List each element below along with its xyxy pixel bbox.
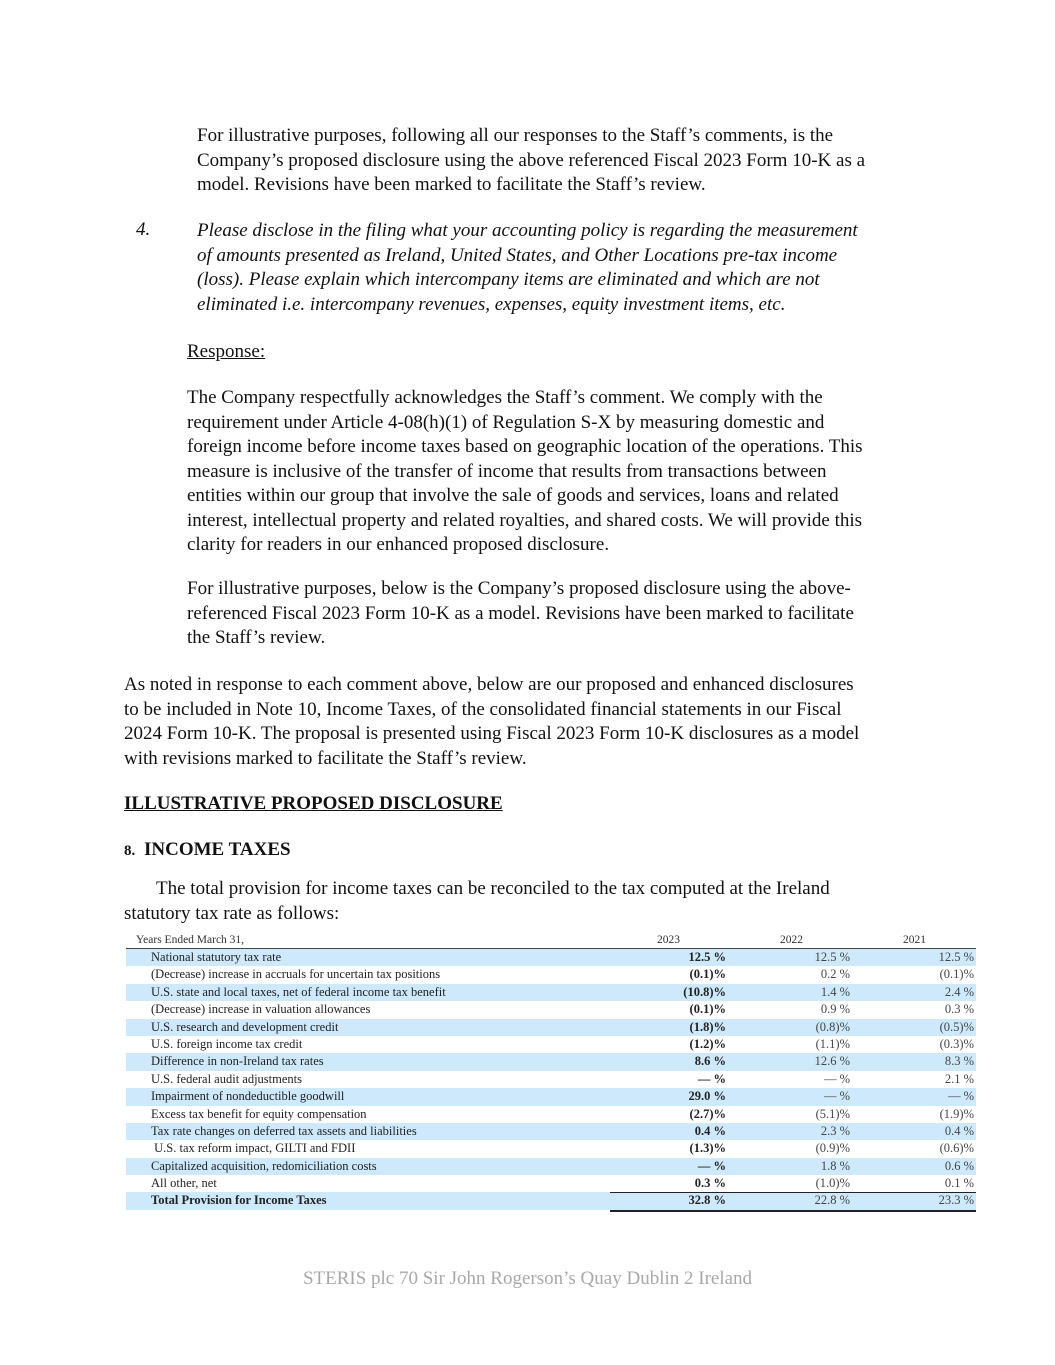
value-2023: (10.8)% <box>683 984 726 999</box>
table-row <box>126 1088 976 1105</box>
value-2023: — % <box>697 1158 726 1173</box>
row-label: U.S. tax reform impact, GILTI and FDII <box>151 1141 356 1156</box>
intro-paragraph <box>197 124 937 198</box>
table-row <box>126 966 976 983</box>
value-2023: (1.8)% <box>689 1019 726 1034</box>
value-2022: — % <box>823 1089 850 1104</box>
text-line: (loss). Please explain which intercompany items are eliminated and which are not <box>197 269 820 290</box>
value-2023: 0.4 % <box>694 1123 726 1138</box>
total-2021: 23.3 % <box>938 1193 974 1208</box>
table-row <box>126 984 976 1001</box>
staff-comment-4 <box>197 219 937 317</box>
text-line: For illustrative purposes, below is the Company’s proposed disclosure using the above- <box>187 578 851 599</box>
value-2022: (0.9)% <box>815 1141 850 1156</box>
table-row <box>126 949 976 966</box>
text-line: eliminated i.e. intercompany revenues, expenses, equity investment items, etc. <box>197 293 786 315</box>
value-2021: 2.1 % <box>944 1071 974 1086</box>
value-2021: 0.3 % <box>944 1002 974 1017</box>
value-2021: 0.1 % <box>944 1176 974 1191</box>
text-line: to be included in Note 10, Income Taxes, of the consolidated financial statements in our Fiscal <box>124 698 842 720</box>
text-line: clarity for readers in our enhanced proposed disclosure. <box>187 534 610 555</box>
section-title: INCOME TAXES <box>144 839 291 860</box>
value-2021: 12.5 % <box>938 950 974 964</box>
total-label: Total Provision for Income Taxes <box>151 1193 327 1208</box>
text-line: with revisions marked to facilitate the Staff’s review. <box>124 747 527 769</box>
value-2021: 8.3 % <box>944 1054 974 1069</box>
table-row <box>126 1053 976 1070</box>
illustrative-heading: ILLUSTRATIVE PROPOSED DISCLOSURE <box>124 793 503 814</box>
value-2023: (0.1)% <box>689 1002 726 1017</box>
value-2021: 0.4 % <box>944 1123 974 1138</box>
value-2021: 0.6 % <box>944 1158 974 1173</box>
text-line: requirement under Article 4-08(h)(1) of Regulation S-X by measuring domestic and <box>187 411 825 433</box>
value-2023: — % <box>697 1071 726 1086</box>
row-label: U.S. federal audit adjustments <box>151 1071 303 1086</box>
header-label: Years Ended March 31, <box>136 934 245 946</box>
table-row <box>126 1140 976 1157</box>
value-2022: — % <box>823 1071 850 1086</box>
value-2023: (2.7)% <box>689 1106 726 1121</box>
table-row <box>126 1036 976 1053</box>
value-2022: 0.9 % <box>820 1002 850 1017</box>
table-header <box>126 930 976 949</box>
value-2023: 0.3 % <box>694 1176 726 1191</box>
row-label: National statutory tax rate <box>151 950 282 964</box>
page-footer: STERIS plc 70 Sir John Rogerson’s Quay Dublin 2 Ireland <box>302 1268 753 1289</box>
row-label: U.S. state and local taxes, net of federal income tax benefit <box>151 984 446 999</box>
subtotal-rule <box>610 1192 976 1193</box>
value-2022: (0.8)% <box>815 1019 850 1034</box>
text-line: The Company respectfully acknowledges the Staff’s comment. We comply with the <box>187 387 823 408</box>
text-line: entities within our group that involve the sale of goods and services, loans and related <box>187 485 839 506</box>
row-label: U.S. research and development credit <box>151 1019 339 1034</box>
value-2022: 12.6 % <box>814 1054 850 1069</box>
row-label: Difference in non-Ireland tax rates <box>151 1054 324 1069</box>
noted-paragraph <box>124 673 944 771</box>
value-2023: (1.3)% <box>689 1141 726 1156</box>
value-2023: 8.6 % <box>694 1054 726 1069</box>
text-line: The total provision for income taxes can be reconciled to the tax computed at the Ireland <box>156 878 830 899</box>
row-label: Excess tax benefit for equity compensation <box>151 1106 367 1121</box>
text-line: referenced Fiscal 2023 Form 10-K as a model. Revisions have been marked to facilitate <box>187 602 854 624</box>
response-paragraph-2 <box>187 577 937 651</box>
value-2022: 1.4 % <box>820 984 850 999</box>
value-2021: 2.4 % <box>944 984 974 999</box>
value-2022: (5.1)% <box>815 1106 850 1121</box>
response-heading: Response: <box>187 341 266 362</box>
header-2021: 2021 <box>903 934 926 946</box>
table-row <box>126 1001 976 1018</box>
value-2022: 2.3 % <box>820 1123 850 1138</box>
table-row <box>126 1123 976 1140</box>
text-line: Please disclose in the filing what your accounting policy is regarding the measurement <box>197 220 858 241</box>
text-line: interest, intellectual property and related royalties, and shared costs. We will provide this <box>187 509 863 531</box>
row-label: U.S. foreign income tax credit <box>151 1036 303 1051</box>
text-line: model. Revisions have been marked to facilitate the Staff’s review. <box>197 174 706 195</box>
value-2022: 0.2 % <box>820 967 850 982</box>
value-2021: (0.6)% <box>939 1141 974 1156</box>
value-2021: (0.5)% <box>939 1019 974 1034</box>
text-line: statutory tax rate as follows: <box>124 902 340 924</box>
text-line: As noted in response to each comment above, below are our proposed and enhanced disclosures <box>124 674 854 695</box>
table-row <box>126 1106 976 1123</box>
row-label: All other, net <box>151 1176 217 1191</box>
text-line: foreign income before income taxes based on geographic location of the operations. This <box>187 436 863 457</box>
text-line: Company’s proposed disclosure using the above referenced Fiscal 2023 Form 10-K as a <box>197 149 866 171</box>
header-2022: 2022 <box>780 934 803 946</box>
value-2023: 12.5 % <box>688 950 726 964</box>
value-2023: (0.1)% <box>689 967 726 982</box>
row-label: (Decrease) increase in accruals for uncertain tax positions <box>151 967 441 982</box>
total-2023: 32.8 % <box>688 1193 726 1208</box>
value-2022: 12.5 % <box>814 950 850 964</box>
comment-number: 4. <box>136 219 151 240</box>
value-2021: (0.1)% <box>939 967 974 982</box>
value-2021: (1.9)% <box>939 1106 974 1121</box>
total-2022: 22.8 % <box>814 1193 850 1208</box>
reconcile-paragraph <box>124 877 944 926</box>
header-2023: 2023 <box>657 934 680 946</box>
response-paragraph-1 <box>187 386 937 558</box>
table-row <box>126 1019 976 1036</box>
table-row <box>126 1071 976 1088</box>
value-2023: (1.2)% <box>689 1036 726 1051</box>
table-row <box>126 1175 976 1192</box>
row-label: Tax rate changes on deferred tax assets and liabilities <box>151 1123 417 1138</box>
value-2021: — % <box>947 1089 974 1104</box>
row-label: (Decrease) increase in valuation allowances <box>151 1002 371 1017</box>
text-line: For illustrative purposes, following all our responses to the Staff’s comments, is the <box>197 125 834 146</box>
value-2022: (1.0)% <box>815 1176 850 1191</box>
row-label: Capitalized acquisition, redomiciliation costs <box>151 1158 377 1173</box>
value-2022: (1.1)% <box>815 1036 850 1051</box>
double-underline-rule <box>610 1210 976 1212</box>
section-number: 8. <box>124 843 136 859</box>
table-total-row <box>126 1192 976 1209</box>
value-2022: 1.8 % <box>820 1158 850 1173</box>
value-2021: (0.3)% <box>939 1036 974 1051</box>
section-heading <box>124 838 291 864</box>
income-tax-reconciliation-table <box>126 930 976 1210</box>
value-2023: 29.0 % <box>688 1089 726 1104</box>
text-line: of amounts presented as Ireland, United States, and Other Locations pre-tax income <box>197 244 838 266</box>
text-line: measure is inclusive of the transfer of income that results from transactions between <box>187 460 827 482</box>
text-line: 2024 Form 10-K. The proposal is presented using Fiscal 2023 Form 10-K disclosures as a model <box>124 723 860 744</box>
table-row <box>126 1158 976 1175</box>
text-line: the Staff’s review. <box>187 627 326 648</box>
row-label: Impairment of nondeductible goodwill <box>151 1089 345 1104</box>
